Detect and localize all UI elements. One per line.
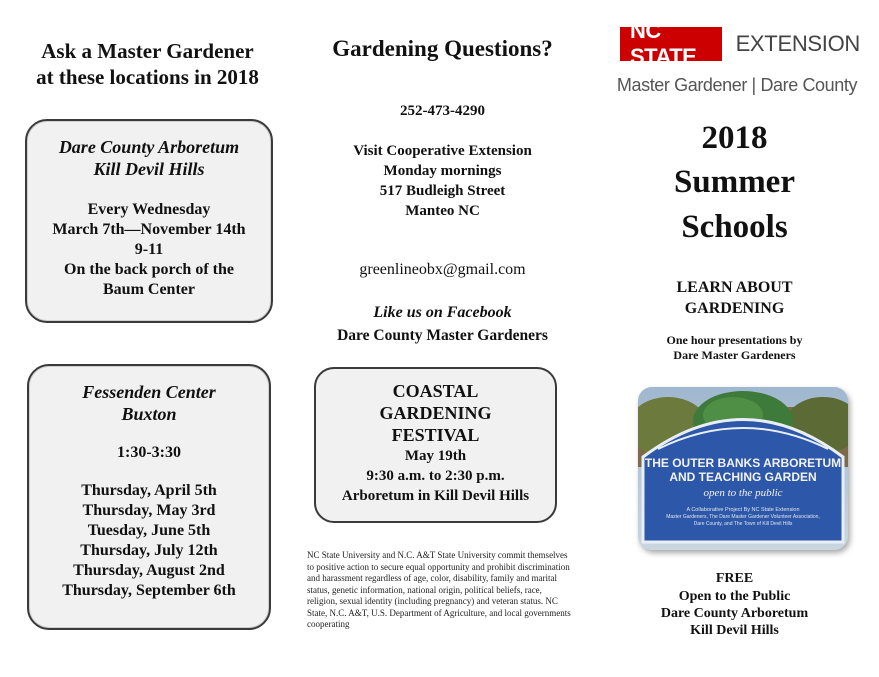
gardening-line: GARDENING [684,300,785,317]
arboretum-sign-photo [638,387,848,550]
sign-text-line3: open to the public [703,487,783,499]
date-line: Thursday, May 3rd [82,502,216,519]
sign-text-line2: AND TEACHING GARDEN [669,470,817,484]
free-line: FREE [715,571,754,586]
arboretum-subtitle: Kill Devil Hills [93,159,205,179]
arboretum-sign-illustration [638,387,848,550]
schedule-line: Baum Center [103,281,195,298]
date-line: Tuesday, June 5th [87,522,211,539]
learn-about-line: LEARN ABOUT [676,279,793,296]
open-to-public-line: Open to the Public [678,589,791,604]
date-line: Thursday, April 5th [81,482,217,499]
visit-line: Visit Cooperative Extension [353,143,532,159]
town-line: Kill Devil Hills [690,623,779,638]
right-panel [590,0,879,677]
sign-small-text: A Collaborative Project By NC State Extension [686,507,800,513]
festival-box [314,367,557,523]
schedule-line: Every Wednesday [87,201,211,218]
festival-title: GARDENING [379,403,492,423]
nc-state-wordmark: NC STATE [620,27,722,61]
date-line: Thursday, September 6th [62,582,236,599]
date-line: Thursday, July 12th [80,542,218,559]
extension-wordmark: EXTENSION [735,31,860,56]
schedule-line: 9-11 [134,241,164,258]
fessenden-location-box [27,364,271,630]
master-gardener-dare-county: Master Gardener | Dare County [616,75,858,95]
title-schools: Schools [681,209,788,245]
sign-small-text: Master Gardeners, The Dare Master Gardener Volunteer Association, [666,514,820,520]
arboretum-title: Dare County Arboretum [58,137,240,157]
festival-detail: 9:30 a.m. to 2:30 p.m. [366,468,505,484]
title-year: 2018 [701,120,768,156]
title-summer: Summer [674,164,795,200]
fessenden-title: Fessenden Center [82,382,216,402]
nc-state-extension-logo [620,18,860,69]
presentations-line: Dare Master Gardeners [673,348,796,362]
schedule-line: March 7th—November 14th [52,221,246,238]
sign-text-line1: THE OUTER BANKS ARBORETUM [644,456,842,470]
arboretum-location-box [25,119,273,323]
visit-line: Monday mornings [383,163,502,179]
middle-panel [295,0,590,677]
time-line: 1:30-3:30 [117,444,181,461]
locations-heading: Ask a Master Gardener at these locations in 2018 [36,39,259,89]
arboretum-name-line: Dare County Arboretum [660,606,809,621]
facebook-like-text: Like us on Facebook [373,304,512,321]
visit-line: Manteo NC [405,203,480,219]
schedule-line: On the back porch of the [64,261,234,278]
email-address[interactable]: greenlineobx@gmail.com [359,261,526,278]
left-panel [0,0,295,677]
festival-title: FESTIVAL [391,425,480,445]
visit-line: 517 Budleigh Street [379,183,506,199]
date-line: Thursday, August 2nd [73,562,225,579]
festival-detail: Arboretum in Kill Devil Hills [341,488,530,504]
equal-opportunity-disclaimer: NC State University and N.C. A&T State University commit themselves to positive action to secure equal opportunity and prohibit discrimination and harassment regardless of age, color, disability, family and marital status, genetic information, national origin, political beliefs, race, religion, sexual identity (including pregnancy) and veteran status. NC State, N.C. A&T, U.S. Department of Agriculture, and local governments cooperating [307,550,571,629]
presentations-line: One hour presentations by [666,333,803,347]
festival-title: COASTAL [392,381,479,401]
sign-small-text: Dare County, and The Town of Kill Devil Hills [693,521,793,527]
facebook-page-name: Dare County Master Gardeners [337,327,548,344]
phone-number: 252-473-4290 [400,103,485,119]
fessenden-subtitle: Buxton [121,404,177,424]
festival-detail: May 19th [404,448,467,464]
gardening-questions-heading: Gardening Questions? [332,36,553,61]
